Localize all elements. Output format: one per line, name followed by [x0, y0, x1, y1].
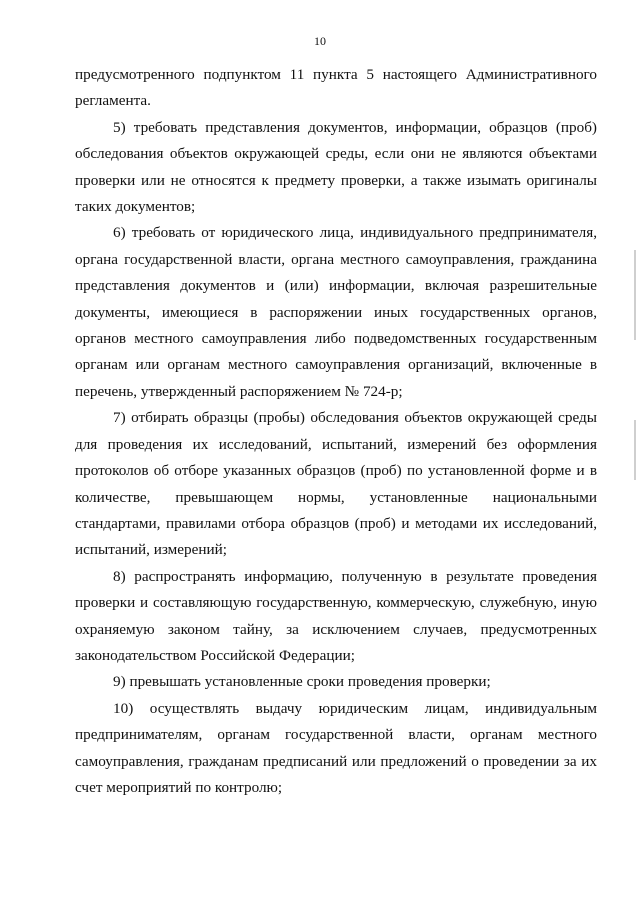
- text-line: 5) требовать представления документов, информации, образцов (проб): [113, 118, 597, 136]
- text-line: протоколов об отборе указанных образцов (проб) по установленной форме и в: [75, 462, 597, 480]
- text-line: охраняемую законом тайну, за исключением случаев, предусмотренных: [75, 620, 597, 638]
- text-line: перечень, утвержденный распоряжением № 724-р;: [75, 382, 403, 400]
- text-line: органам или органам местного самоуправления организаций, включенные в: [75, 356, 597, 374]
- paragraph-p6: [75, 220, 597, 405]
- paragraph-p5: [75, 115, 597, 221]
- text-line: документы, имеющиеся в распоряжении иных государственных органов,: [75, 303, 597, 321]
- text-line: предусмотренного подпунктом 11 пункта 5 настоящего Административного: [75, 66, 597, 83]
- text-line: регламента.: [75, 92, 151, 110]
- text-line: 8) распространять информацию, полученную в результате проведения: [113, 567, 597, 585]
- document-body: [75, 62, 597, 801]
- text-line: счет мероприятий по контролю;: [75, 778, 283, 796]
- text-line: законодательством Российской Федерации;: [75, 646, 355, 664]
- text-line: 6) требовать от юридического лица, индивидуального предпринимателя,: [113, 224, 597, 242]
- text-line: представления документов и (или) информации, включая разрешительные: [75, 277, 597, 295]
- scan-edge-mark: [634, 420, 636, 480]
- text-line: органов местного самоуправления либо подведомственных государственным: [75, 330, 597, 348]
- text-line: количестве, превышающем нормы, установленные национальными: [75, 488, 597, 506]
- paragraph-p-cont: [75, 62, 597, 115]
- text-line: испытаний, измерений;: [75, 541, 227, 559]
- text-line: 7) отбирать образцы (пробы) обследования объектов окружающей среды: [113, 409, 597, 427]
- text-line: для проведения их исследований, испытаний, измерений без оформления: [75, 435, 597, 453]
- text-line: самоуправления, гражданам предписаний или предложений о проведении за их: [75, 752, 597, 770]
- text-line: 10) осуществлять выдачу юридическим лицам, индивидуальным: [113, 699, 597, 717]
- text-line: стандартами, правилами отбора образцов (проб) и методами их исследований,: [75, 514, 597, 532]
- paragraph-p7: [75, 405, 597, 563]
- text-line: предпринимателям, органам государственной власти, органам местного: [75, 726, 597, 744]
- text-line: проверки или не относятся к предмету проверки, а также изымать оригиналы: [75, 171, 597, 189]
- text-line: обследования объектов окружающей среды, если они не являются объектами: [75, 145, 597, 163]
- page-number: 10: [314, 34, 326, 48]
- text-line: органа государственной власти, органа местного самоуправления, гражданина: [75, 250, 597, 268]
- paragraph-p10: [75, 696, 597, 802]
- paragraph-p9: [75, 669, 597, 695]
- text-line: таких документов;: [75, 198, 196, 216]
- paragraph-p8: [75, 564, 597, 670]
- text-line: 9) превышать установленные сроки проведения проверки;: [113, 673, 491, 691]
- scan-edge-mark: [634, 250, 636, 340]
- text-line: проверки и составляющую государственную, коммерческую, служебную, иную: [75, 594, 597, 612]
